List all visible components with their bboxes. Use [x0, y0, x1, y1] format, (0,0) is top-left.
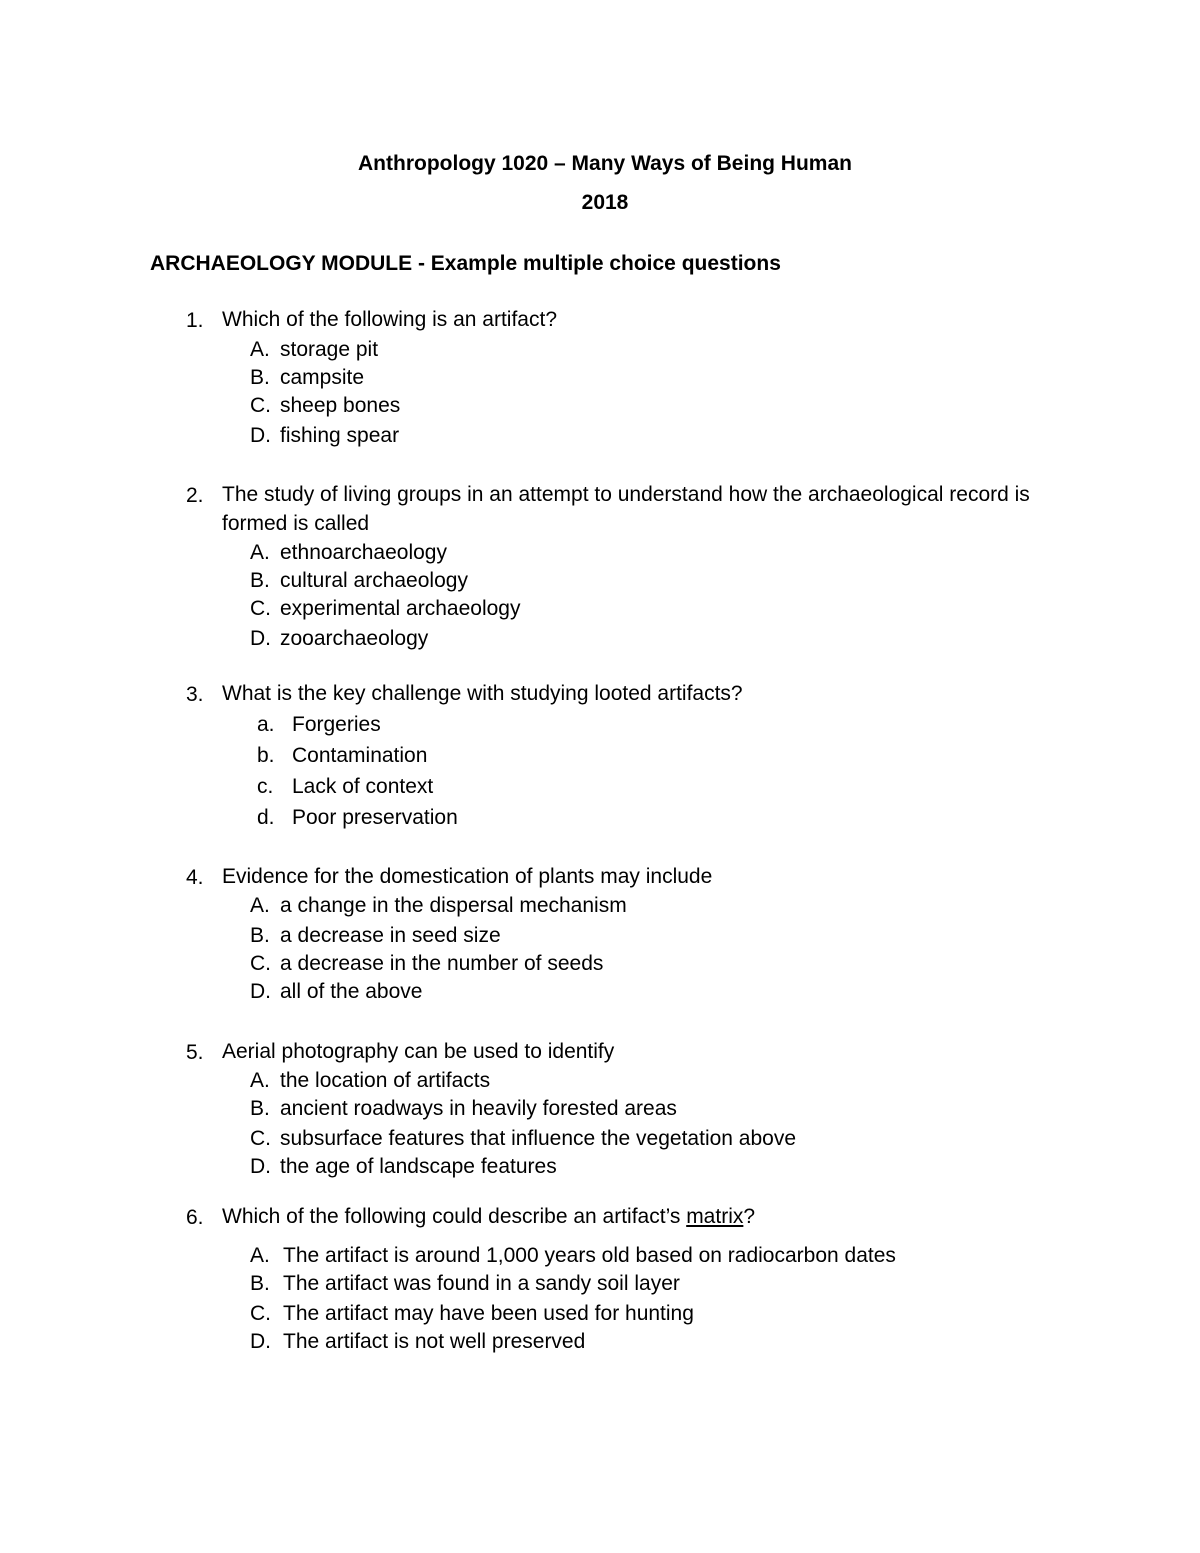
option-label: D. [250, 980, 271, 1003]
option-text: subsurface features that influence the vegetation above [280, 1127, 797, 1150]
option-text: a change in the dispersal mechanism [280, 894, 627, 917]
question-number: 5. [186, 1041, 204, 1064]
question-number: 4. [186, 866, 204, 889]
option-text: ancient roadways in heavily forested areas [280, 1097, 677, 1120]
option-text: The artifact is around 1,000 years old based on radiocarbon dates [283, 1244, 896, 1267]
option-text: fishing spear [280, 424, 400, 447]
option-text: experimental archaeology [280, 597, 521, 620]
section-heading: ARCHAEOLOGY MODULE - Example multiple choice questions [150, 252, 781, 275]
option-label: A. [250, 894, 270, 917]
question-text: Evidence for the domestication of plants may include [222, 865, 713, 888]
option-text: storage pit [280, 338, 379, 361]
option-text: a decrease in the number of seeds [280, 952, 604, 975]
document-title: Anthropology 1020 – Many Ways of Being Human [358, 152, 852, 175]
option-label: B. [250, 569, 270, 592]
question-number: 3. [186, 683, 204, 706]
option-label: B. [250, 366, 270, 389]
question-number: 2. [186, 484, 204, 507]
option-text: ethnoarchaeology [280, 541, 447, 564]
question-text-end: ? [743, 1205, 756, 1228]
option-label: b. [257, 744, 275, 767]
option-text: the age of landscape features [280, 1155, 557, 1178]
option-text: Forgeries [292, 713, 381, 736]
option-label: B. [250, 1272, 270, 1295]
question-text [222, 1202, 1052, 1231]
option-label: C. [250, 394, 271, 417]
option-label: B. [250, 924, 270, 947]
option-label: D. [250, 424, 271, 447]
question-text-start: Which of the following could describe an artifact’s [222, 1205, 687, 1228]
option-text: Contamination [292, 744, 428, 767]
underlined-term: matrix [686, 1205, 744, 1228]
document-year: 2018 [581, 191, 629, 214]
option-text: campsite [280, 366, 365, 389]
question-text: Which of the following is an artifact? [222, 308, 557, 331]
option-label: d. [257, 806, 275, 829]
question-number: 1. [186, 309, 204, 332]
option-label: C. [250, 1127, 271, 1150]
option-label: c. [257, 775, 274, 798]
option-label: a. [257, 713, 275, 736]
option-text: cultural archaeology [280, 569, 468, 592]
option-text: all of the above [280, 980, 423, 1003]
option-text: sheep bones [280, 394, 401, 417]
option-text: a decrease in seed size [280, 924, 501, 947]
option-label: C. [250, 597, 271, 620]
option-label: B. [250, 1097, 270, 1120]
option-label: C. [250, 952, 271, 975]
option-label: C. [250, 1302, 271, 1325]
option-text: the location of artifacts [280, 1069, 491, 1092]
question-text: The study of living groups in an attempt to understand how the archaeological record is formed is called [222, 483, 1030, 535]
option-text: The artifact is not well preserved [283, 1330, 586, 1353]
option-label: A. [250, 338, 270, 361]
option-label: A. [250, 541, 270, 564]
option-label: A. [250, 1244, 270, 1267]
question-number: 6. [186, 1206, 204, 1229]
option-text: zooarchaeology [280, 627, 429, 650]
option-label: D. [250, 1330, 271, 1353]
option-text: The artifact was found in a sandy soil layer [283, 1272, 680, 1295]
option-text: Poor preservation [292, 806, 458, 829]
option-label: A. [250, 1069, 270, 1092]
option-text: The artifact may have been used for hunting [283, 1302, 694, 1325]
option-label: D. [250, 1155, 271, 1178]
option-label: D. [250, 627, 271, 650]
question-text: What is the key challenge with studying looted artifacts? [222, 682, 743, 705]
question-text: Aerial photography can be used to identify [222, 1040, 615, 1063]
option-text: Lack of context [292, 775, 434, 798]
